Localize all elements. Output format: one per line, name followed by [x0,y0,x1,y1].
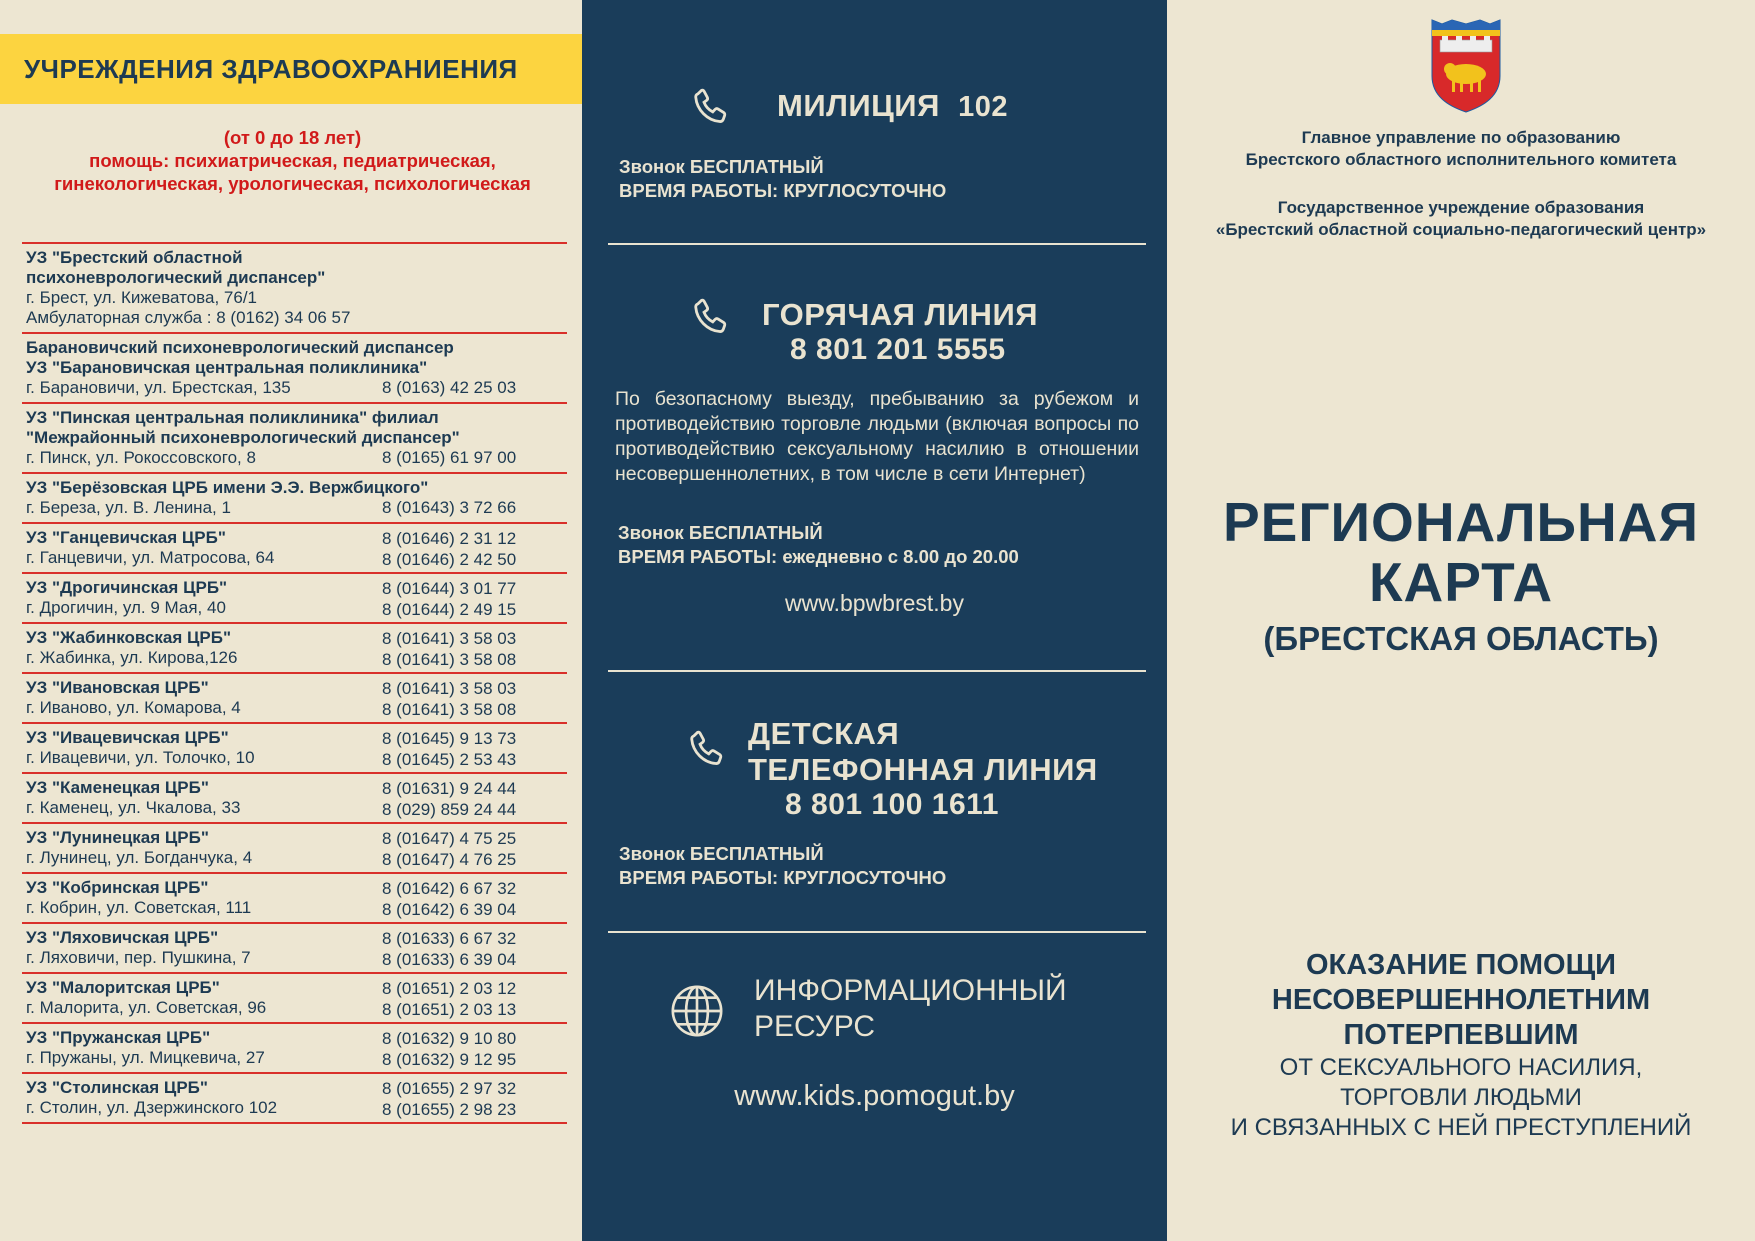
help-heading: ОКАЗАНИЕ ПОМОЩИ НЕСОВЕРШЕННОЛЕТНИМ ПОТЕРПЕВШИМ [1271,949,1651,1051]
institution-address: г. Ляховичи, пер. Пушкина, 7 [26,948,251,967]
institution-address: г. Ивацевичи, ул. Толочко, 10 [26,748,255,767]
institution-entry [22,772,567,822]
institution-phones [382,1078,516,1120]
institution-phone: 8 (01646) 2 31 12 [382,529,517,548]
institution-entry [22,722,567,772]
institution-address: г. Пружаны, ул. Мицкевича, 27 [26,1048,265,1067]
institution-entry [22,872,567,922]
institution-phones [382,447,516,468]
institution-name: "Межрайонный психоневрологический диспансер" [26,428,460,447]
institution-address: г. Жабинка, ул. Кирова,126 [26,648,238,667]
institution-phone: 8 (01655) 2 98 23 [382,1100,517,1119]
institution-name: УЗ "Лунинецкая ЦРБ" [26,828,209,847]
coat-of-arms-icon [1428,14,1504,114]
institution-entry [22,242,567,332]
subtitle-help-1: помощь: психиатрическая, педиатрическая, [89,150,496,171]
police-title: МИЛИЦИЯ 102 [777,88,1008,123]
institution-phone: 8 (01642) 6 67 32 [382,879,517,898]
institution-entry [22,822,567,872]
institution-phone: 8 (01633) 6 67 32 [382,929,517,948]
institution-name: УЗ "Каменецкая ЦРБ" [26,778,209,797]
institution-phones [382,628,516,670]
institution-name: УЗ "Ганцевичская ЦРБ" [26,528,226,547]
institution-phone: 8 (01632) 9 12 95 [382,1050,517,1069]
institution-phones [382,678,516,720]
institution-name: УЗ "Кобринская ЦРБ" [26,878,209,897]
institution-name: УЗ "Дрогичинская ЦРБ" [26,578,228,597]
institution-entry [22,402,567,472]
child-line-info: Звонок БЕСПЛАТНЫЙ ВРЕМЯ РАБОТЫ: КРУГЛОСУТОЧНО [619,843,947,888]
institution-phone: 8 (0165) 61 97 00 [382,448,517,467]
institution-phone: 8 (01633) 6 39 04 [382,950,517,969]
institution-address: г. Иваново, ул. Комарова, 4 [26,698,241,717]
institution-phones [382,978,516,1020]
institution-name: УЗ "Ивацевичская ЦРБ" [26,728,229,747]
help-subheading: ОТ СЕКСУАЛЬНОГО НАСИЛИЯ, ТОРГОВЛИ ЛЮДЬМИ И СВЯЗАННЫХ С НЕЙ ПРЕСТУПЛЕНИЙ [1230,1054,1692,1141]
institution-phone: 8 (01644) 2 49 15 [382,600,517,619]
institution-name: УЗ "Брестский областной [26,248,243,267]
institution-address: г. Кобрин, ул. Советская, 111 [26,898,252,917]
phone-icon [686,728,728,770]
institution-phone: 8 (01645) 9 13 73 [382,729,517,748]
institution-phone: 8 (029) 859 24 44 [382,800,517,819]
institution-phones [382,497,516,518]
institution-address: г. Каменец, ул. Чкалова, 33 [26,798,241,817]
institution-phone: 8 (01643) 3 72 66 [382,498,517,517]
institution-address: г. Ганцевичи, ул. Матросова, 64 [26,548,275,567]
institution-phone: 8 (01647) 4 76 25 [382,850,517,869]
hotline-url[interactable]: www.bpwbrest.by [785,590,964,616]
info-resource-title: ИНФОРМАЦИОННЫЙ РЕСУРС [754,974,1067,1043]
institution-address: г. Столин, ул. Дзержинского 102 [26,1098,278,1117]
hotline-description: По безопасному выезду, пребыванию за рубежом и противодействию торговле людьми (включая вопросы по противодействию сексуальному насилию в отношении несовершеннолетних, в том числе в сети Интернет) [615,388,1139,485]
page-title: РЕГИОНАЛЬНАЯ КАРТА [1222,491,1700,613]
globe-icon [668,982,726,1040]
institution-name: УЗ "Пинская центральная поликлиника" филиал [26,408,439,427]
institution-phone: 8 (0163) 42 25 03 [382,378,517,397]
institution-phone: 8 (01651) 2 03 13 [382,1000,517,1019]
institution-address: г. Лунинец, ул. Богданчука, 4 [26,848,253,867]
healthcare-banner: УЧРЕЖДЕНИЯ ЗДРАВООХРАНИЕНИЯ [0,34,584,104]
police-number: 102 [958,91,1008,123]
institution-entry [22,1022,567,1072]
institution-phone: 8 (01651) 2 03 12 [382,979,517,998]
institution-phone: 8 (01646) 2 42 50 [382,550,517,569]
institution-phone: 8 (01641) 3 58 03 [382,679,517,698]
institution-phone: 8 (01644) 3 01 77 [382,579,517,598]
child-line-number: 8 801 100 1611 [785,788,999,821]
institution-address: г. Дрогичин, ул. 9 Мая, 40 [26,598,226,617]
phone-icon [690,86,732,128]
institution-entry [22,972,567,1022]
divider [608,670,1146,672]
institution-name: УЗ "Малоритская ЦРБ" [26,978,220,997]
institution-phone: 8 (01641) 3 58 08 [382,700,517,719]
hotline-number: 8 801 201 5555 [790,333,1006,366]
institution-entry [22,472,567,522]
institution-phone: 8 (01641) 3 58 03 [382,629,517,648]
institution-entry [22,672,567,722]
hotline-info: Звонок БЕСПЛАТНЫЙ ВРЕМЯ РАБОТЫ: ежедневно с 8.00 до 20.00 [618,522,1019,567]
institution-address: г. Пинск, ул. Рокоссовского, 8 [26,448,256,467]
divider [608,931,1146,933]
institution-name: Барановичский психоневрологический диспансер [26,338,454,357]
phone-icon [690,296,732,338]
region-label: (БРЕСТСКАЯ ОБЛАСТЬ) [1263,620,1659,657]
institution-name: УЗ "Берёзовская ЦРБ имени Э.Э. Вержбицкого" [26,478,429,497]
institution-extra-phone: Амбулаторная служба : 8 (0162) 34 06 57 [26,308,351,327]
institution-phones [382,728,516,770]
institution-entry [22,622,567,672]
subtitle-age: (от 0 до 18 лет) [223,127,362,148]
institution-entry [22,522,567,572]
institution-phones [382,528,516,570]
institution-address: г. Береза, ул. В. Ленина, 1 [26,498,231,517]
police-info: Звонок БЕСПЛАТНЫЙ ВРЕМЯ РАБОТЫ: КРУГЛОСУТОЧНО [619,156,947,201]
institution-phone: 8 (01647) 4 75 25 [382,829,517,848]
institution-phone: 8 (01641) 3 58 08 [382,650,517,669]
institution-phone: 8 (01632) 9 10 80 [382,1029,517,1048]
institution-address: г. Малорита, ул. Советская, 96 [26,998,267,1017]
institution-entry [22,1072,567,1124]
institution-name: УЗ "Барановичская центральная поликлиника" [26,358,428,377]
org-education-department: Главное управление по образованию Брестского областного исполнительного комитета [1245,128,1677,169]
institution-phone: 8 (01645) 2 53 43 [382,750,517,769]
institution-name: УЗ "Ляховичская ЦРБ" [26,928,219,947]
subtitle-help-2: гинекологическая, урологическая, психологическая [54,173,531,194]
institution-name: УЗ "Ивановская ЦРБ" [26,678,209,697]
institution-phones [382,878,516,920]
institution-list [22,242,567,1124]
hotline-title: ГОРЯЧАЯ ЛИНИЯ [762,297,1039,332]
institution-phones [382,1028,516,1070]
institution-phone: 8 (01642) 6 39 04 [382,900,517,919]
institution-phones [382,377,516,398]
org-social-center: Государственное учреждение образования «Брестский областной социально-педагогический центр» [1215,198,1707,239]
institution-address: г. Брест, ул. Кижеватова, 76/1 [26,288,258,307]
institution-name: УЗ "Жабинковская ЦРБ" [26,628,232,647]
child-line-title: ДЕТСКАЯ ТЕЛЕФОННАЯ ЛИНИЯ [748,716,1098,787]
institution-entry [22,572,567,622]
institution-phone: 8 (01655) 2 97 32 [382,1079,517,1098]
institution-entry [22,332,567,402]
institution-phones [382,778,516,820]
institution-name: УЗ "Пружанская ЦРБ" [26,1028,211,1047]
institution-address: г. Барановичи, ул. Брестская, 135 [26,378,291,397]
divider [608,243,1146,245]
institution-entry [22,922,567,972]
institution-phone: 8 (01631) 9 24 44 [382,779,517,798]
institution-phones [382,828,516,870]
healthcare-subtitle [20,126,565,195]
institution-phones [382,578,516,620]
info-resource-url[interactable]: www.kids.pomogut.by [734,1080,1015,1112]
institution-name: психоневрологический диспансер" [26,268,326,287]
institution-name: УЗ "Столинская ЦРБ" [26,1078,208,1097]
institution-phones [382,928,516,970]
